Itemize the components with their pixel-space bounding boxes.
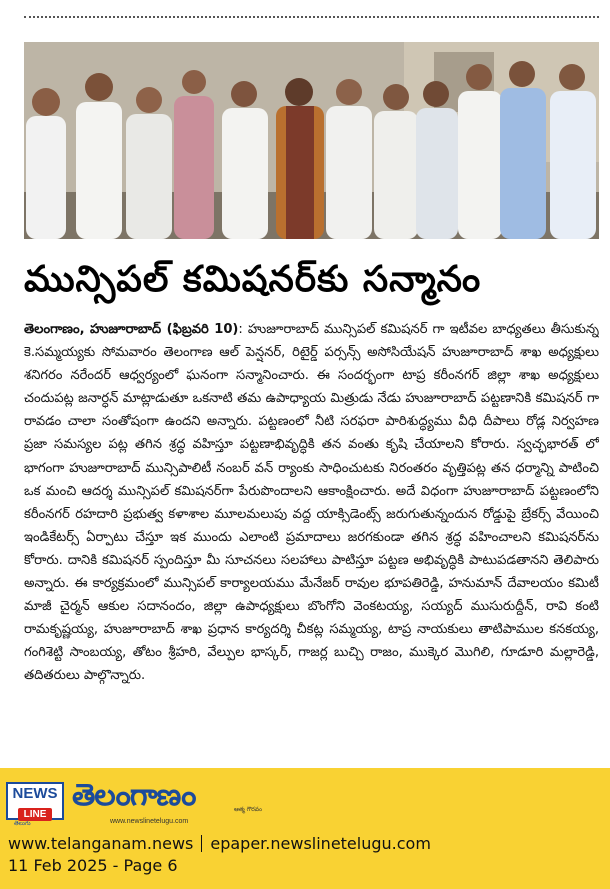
- article-body: [24, 318, 599, 763]
- separator: [201, 835, 202, 852]
- site-epaper-link[interactable]: epaper.newslinetelugu.com: [210, 834, 431, 853]
- group-photo: [24, 42, 599, 239]
- group-photo-icon: [24, 42, 599, 239]
- article-dateline: తెలంగాణం, హుజూరాబాద్ (ఫిబ్రవరి 10): [24, 322, 239, 337]
- site-telanganam-link[interactable]: www.telanganam.news: [8, 834, 194, 853]
- headline: మున్సిపల్ కమిషనర్‌కు సన్మానం: [24, 259, 482, 300]
- logo-news-text: NEWS: [12, 785, 58, 802]
- logo-line-text: LINE: [18, 808, 53, 821]
- brand-url: www.newslinetelugu.com: [110, 818, 189, 825]
- newsline-logo: [6, 782, 64, 820]
- brand-name: తెలంగాణం: [72, 778, 196, 813]
- logo-small-telugu: తెలుగు: [14, 820, 31, 827]
- brand-tagline: ఆత్మ గౌరవం: [234, 806, 263, 813]
- article-text: : హుజూరాబాద్ మున్సిపల్ కమిషనర్ గా ఇటీవల బాధ్యతలు తీసుకున్న కె.సమ్మయ్యకు సోమవారం తెలంగాణ ఆల్ పెన్షనర్, రిటైర్డ్ పర్సన్స్ అసోసియేషన్ హుజూరాబాద్ శాఖ అధ్యక్షులు శనిగరం నరేందర్ ఆధ్వర్యంలో ఘనంగా సన్మానించారు. ఈ సందర్భంగా టాప్ర కరీంనగర్ జిల్లా శాఖ అధ్యక్షులు చందుపట్ల జనార్ధన్ మాట్లాడుతూ ఒకనాటి తమ ఉపాధ్యాయ మిత్రుడు నేడు హుజూరాబాద్ పట్టణానికి కమిషనర్ గా రావడం చాలా సంతోషంగా ఉందని అన్నారు. పట్టణంలో నీటి సరఫరా పారిశుద్ధ్యము వీధి దీపాలు రోడ్ల నిర్వహణ ప్రజా సమస్యల పట్ల తగిన శ్రద్ధ వహిస్తూ పట్టణాభివృద్ధికి తన వంతు కృషి చేయాలని కోరారు. స్వచ్ఛభారత్ లో భాగంగా హుజూరాబాద్ మున్సిపాలిటీ నంబర్ వన్ ర్యాంకు సాధించుటకు నిరంతరం వృత్తిపట్ల తన ధర్మాన్ని పాటించి ఒక మంచి ఆదర్శ మున్సిపల్ కమిషనర్‌గా పేరుపొందాలని ఆకాంక్షించారు. అదే విధంగా హుజూరాబాద్ పట్టణంలోని కరీంనగర్ రహదారి ప్రభుత్వ కళాశాల మూలమలుపు వద్ద యాక్సిడెంట్స్ జరుగుతున్నందున రోడ్డుపై బ్రేకర్స్ వేయించి ఇండికేటర్స్ ఏర్పాటు చేస్తూ ఇక ముందు ఎలాంటి ప్రమాదాలు జరగకుండా తగిన శ్రద్ధ వహించాలని కమిషనర్‌ను కోరారు. దానికి కమిషనర్ స్పందిస్తూ మీ సూచనలు సలహాలు పాటిస్తూ పట్టణ అభివృద్ధికి పాటుపడతానని తెలిపారు అన్నారు. ఈ కార్యక్రమంలో మున్సిపల్ కార్యాలయము మేనేజర్ రావుల భూపతిరెడ్డి, హనుమాన్ దేవాలయం కమిటీ మాజీ చైర్మన్ ఆకుల సదానందం, జిల్లా ఉపాధ్యక్షులు బొంగోని వెంకటయ్య, సయ్యద్ ముసురుద్దీన్, రావి కంటి రామకృష్ణయ్య, హుజూరాబాద్ శాఖ ప్రధాన కార్యదర్శి చీకట్ల సమ్మయ్య, టాప్ర నాయకులు తాటిపాముల కనకయ్య, గంగిశెట్టి సాంబయ్య, తోటం శ్రీహరి, వేల్పుల భాస్కర్, గాజర్ల బుచ్చి రాజం, ముక్కెర మొగిలి, గూడూరి మల్లారెడ్డి, తదితరులు పాల్గొన్నారు.: [24, 322, 599, 684]
- footer-logo: [6, 778, 306, 828]
- date-page: 11 Feb 2025 - Page 6: [8, 856, 178, 875]
- footer-banner: [0, 768, 610, 889]
- top-dotted-rule: [24, 16, 599, 18]
- footer-sites: [8, 834, 431, 853]
